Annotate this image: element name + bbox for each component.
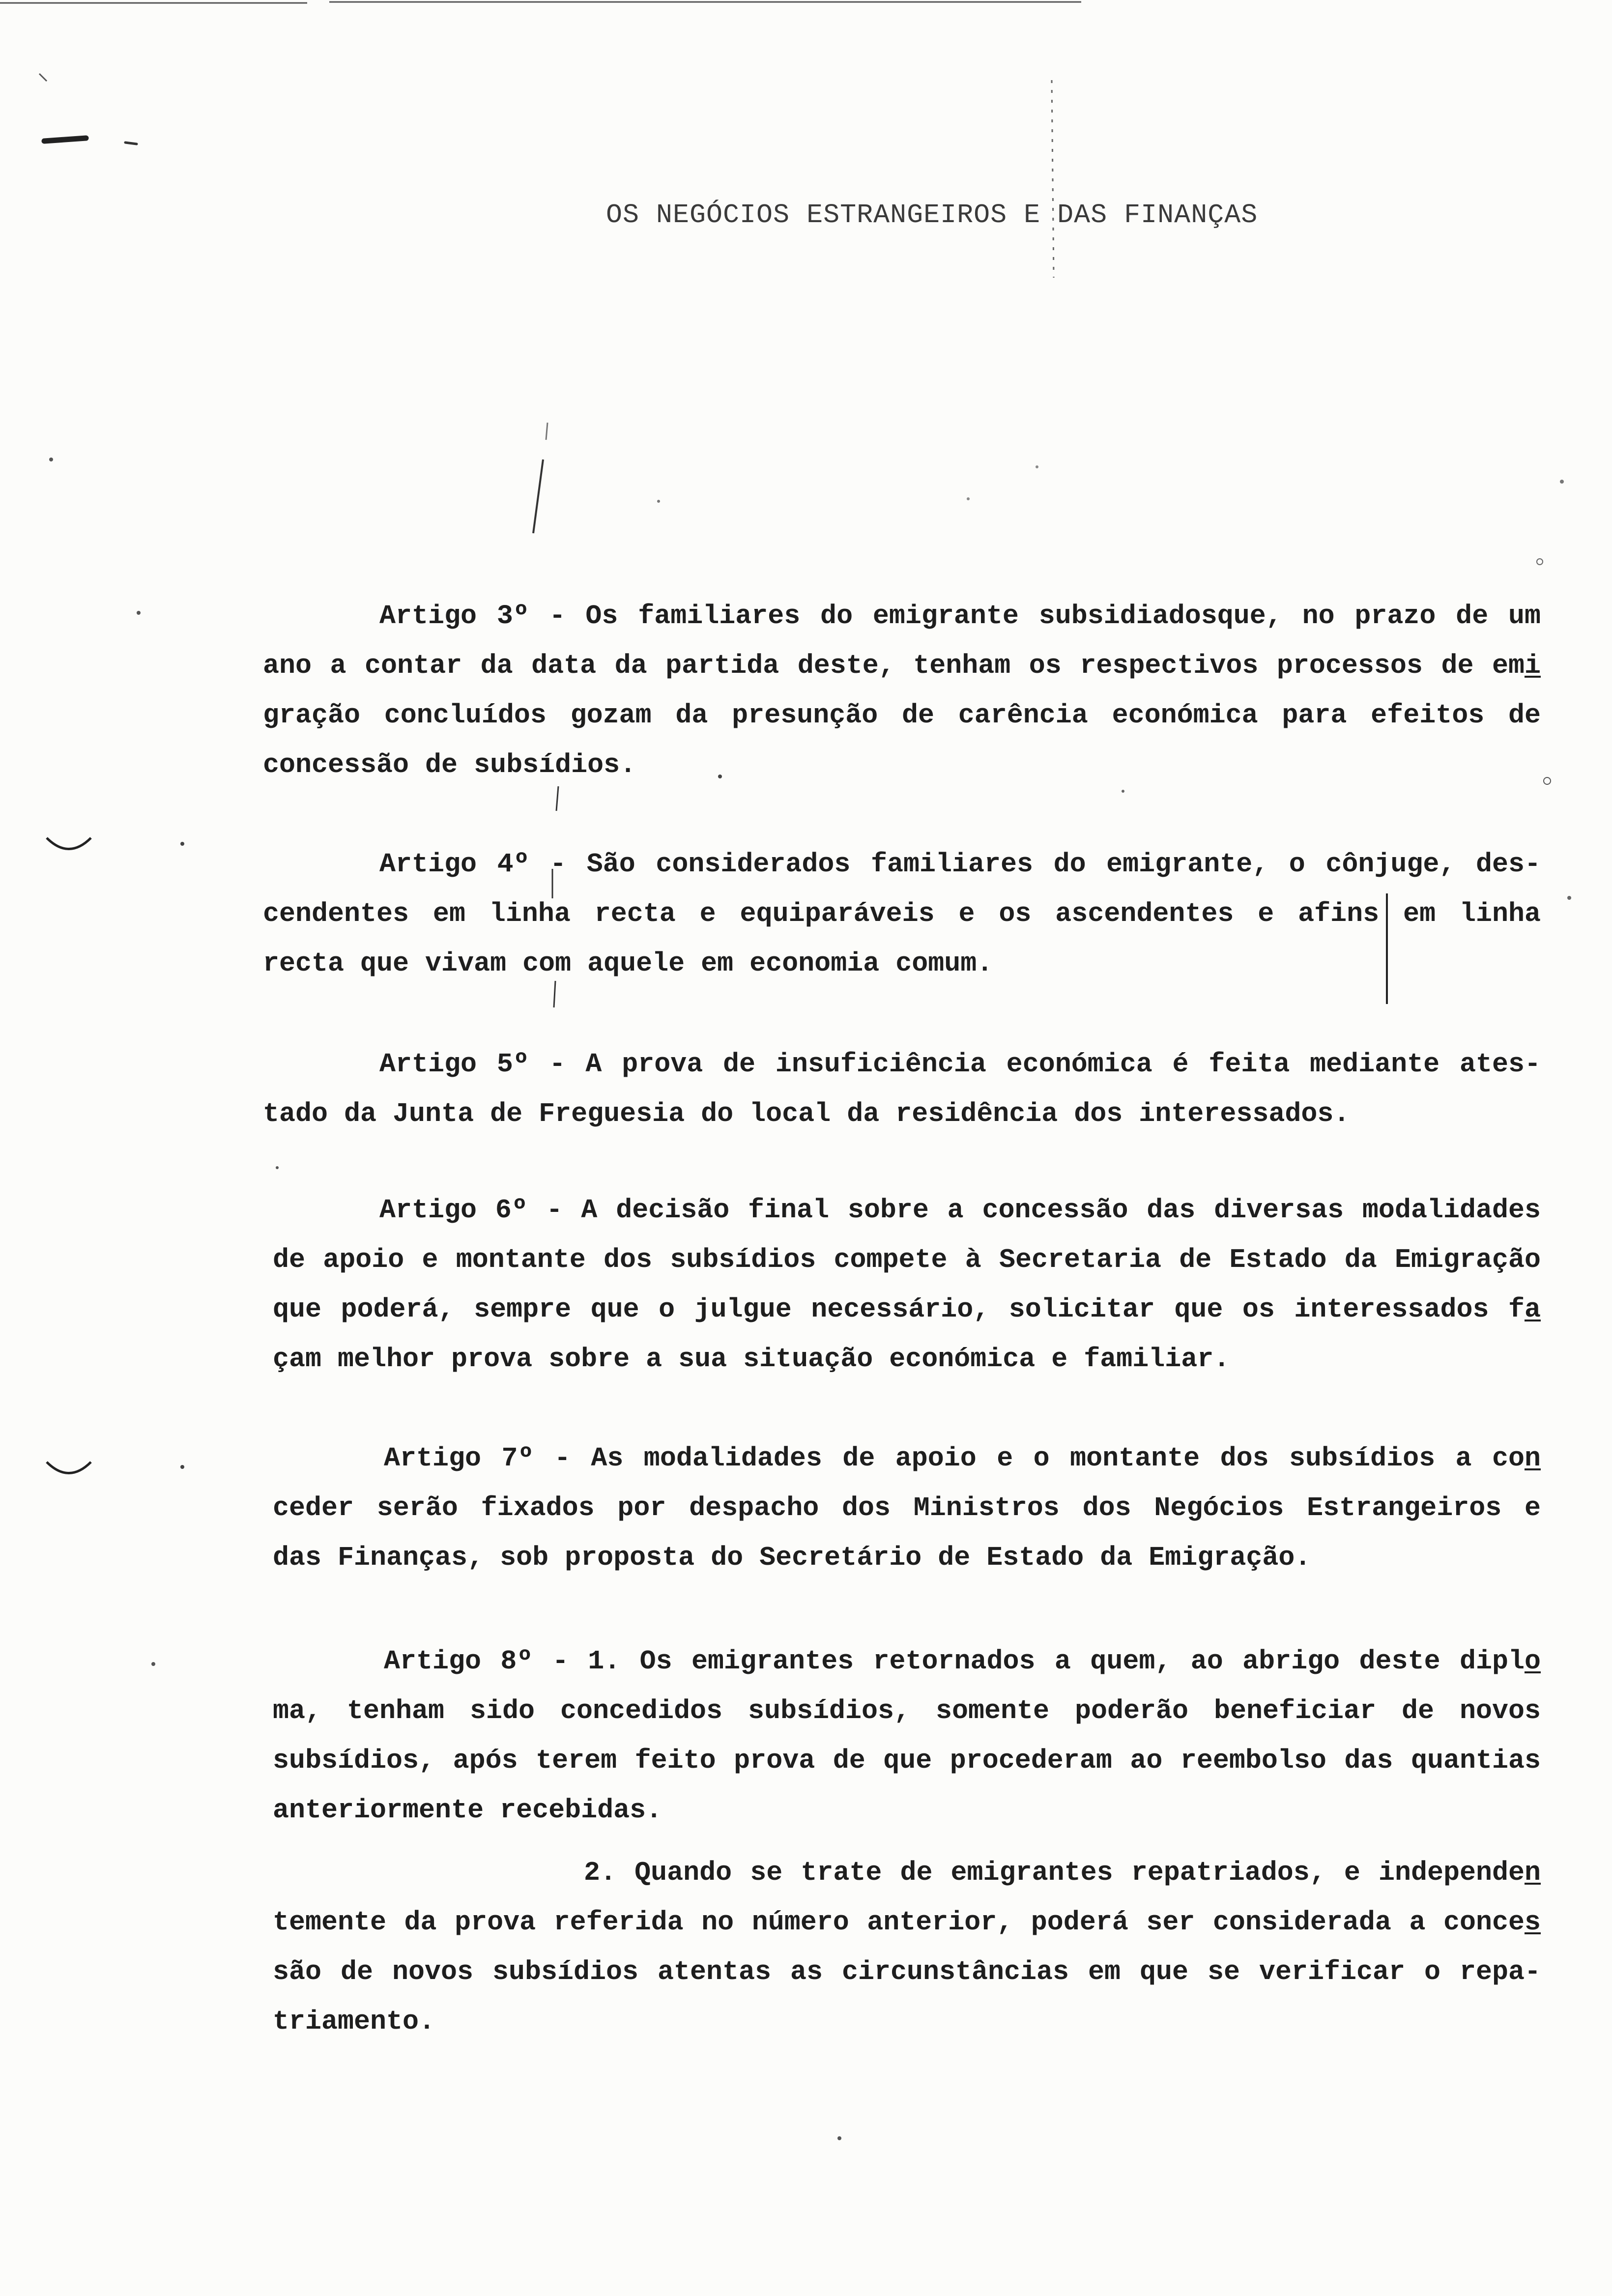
article-line: temente da prova referida no número anterior, poderá ser considerada a conces (273, 1897, 1541, 1947)
article-line: triamento. (273, 2006, 435, 2037)
scan-speck (837, 2136, 841, 2140)
dotted-scan-line (1052, 80, 1054, 278)
article-8 (273, 1636, 1541, 1835)
scan-dash-mark (44, 138, 86, 141)
article-6 (273, 1185, 1541, 1384)
article-8-paragraph-2 (273, 1848, 1541, 2046)
article-line: que poderá, sempre que o julgue necessário, solicitar que os interessados fa (273, 1285, 1541, 1334)
article-line: ano a contar da data da partida deste, tenham os respectivos processos de emi (263, 641, 1541, 690)
punch-hole-mark (47, 1462, 91, 1473)
punch-hole-mark (47, 838, 91, 849)
article-line: ma, tenham sido concedidos subsídios, somente poderão beneficiar de novos (273, 1695, 1541, 1726)
article-line: recta que vivam com aquele em economia comum. (263, 948, 993, 979)
article-3 (263, 591, 1541, 790)
article-line: anteriormente recebidas. (273, 1795, 662, 1826)
article-line: concessão de subsídios. (263, 749, 636, 780)
scan-speck (1036, 465, 1038, 468)
article-line: Artigo 7º - As modalidades de apoio e o montante dos subsídios a con (273, 1434, 1541, 1483)
article-7 (273, 1434, 1541, 1582)
scan-speck (49, 458, 53, 461)
article-line: Artigo 6º - A decisão final sobre a concessão das diversas modalidades (379, 1195, 1541, 1226)
article-line: subsídios, após terem feito prova de que procederam ao reembolso das quantias (273, 1745, 1541, 1776)
scan-speck (276, 1166, 279, 1169)
page-title: OS NEGÓCIOS ESTRANGEIROS E DAS FINANÇAS (606, 200, 1258, 230)
scan-speck (657, 500, 660, 503)
article-line: Artigo 5º - A prova de insuficiência económica é feita mediante ates- (379, 1049, 1541, 1080)
scan-speck (180, 1465, 184, 1469)
article-line: de apoio e montante dos subsídios compete à Secretaria de Estado da Emigração (273, 1244, 1541, 1275)
scan-speck (180, 842, 184, 846)
article-line: 2. Quando se trate de emigrantes repatriados, e independen (273, 1848, 1541, 1897)
article-5 (263, 1039, 1541, 1139)
scan-tick-mark (39, 74, 47, 81)
scan-speck (1567, 896, 1571, 900)
scan-speck (967, 497, 970, 500)
scan-speck (1544, 777, 1551, 784)
pen-stroke-mark (533, 459, 543, 533)
scan-dash-mark (125, 143, 137, 144)
article-line: gração concluídos gozam da presunção de carência económica para efeitos de (263, 700, 1541, 731)
pen-stroke-mark (546, 423, 547, 440)
scan-speck (1537, 559, 1543, 565)
article-line: das Finanças, sob proposta do Secretário de Estado da Emigração. (273, 1542, 1311, 1573)
article-line: çam melhor prova sobre a sua situação económica e familiar. (273, 1344, 1230, 1375)
scan-speck (137, 611, 141, 615)
article-line: são de novos subsídios atentas as circunstâncias em que se verificar o repa- (273, 1956, 1541, 1987)
scan-speck (1122, 790, 1124, 793)
article-line: Artigo 4º - São considerados familiares do emigrante, o cônjuge, des- (379, 849, 1541, 880)
scan-speck (151, 1662, 155, 1666)
pen-stroke-mark (556, 786, 558, 811)
article-line: Artigo 8º - 1. Os emigrantes retornados a quem, ao abrigo deste diplo (273, 1636, 1541, 1686)
scan-speck (1560, 480, 1564, 484)
article-line: Artigo 3º - Os familiares do emigrante subsidiadosque, no prazo de um (379, 601, 1541, 631)
article-line: cendentes em linha recta e equiparáveis e os ascendentes e afins em linha (263, 898, 1541, 929)
article-line: ceder serão fixados por despacho dos Ministros dos Negócios Estrangeiros e (273, 1492, 1541, 1523)
article-4 (263, 839, 1541, 988)
article-line: tado da Junta de Freguesia do local da residência dos interessados. (263, 1098, 1350, 1129)
